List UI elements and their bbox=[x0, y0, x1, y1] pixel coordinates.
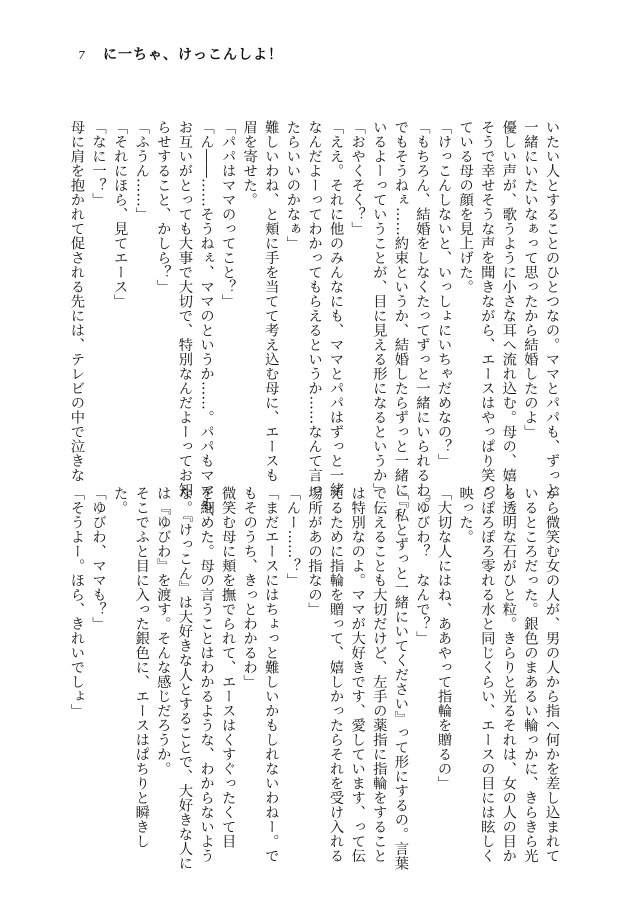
text-line: は特別なのよ。ママが大好きです、愛しています、って伝 bbox=[349, 486, 366, 863]
text-line: らせすること、かしら？」 bbox=[155, 120, 172, 294]
page-number: 7 bbox=[78, 49, 85, 62]
text-line: 「『私とずっと一緒にいてください』って形にするの。言葉 bbox=[392, 486, 409, 871]
page-header bbox=[78, 44, 283, 64]
text-line: 「それにほら、見てエース」 bbox=[112, 120, 129, 309]
text-line: ている母の顔を見上げた。 bbox=[457, 120, 474, 294]
text-line: 「ふうん……」 bbox=[133, 120, 150, 222]
text-line: いるところだった。銀色のまあるい輪っかに、きらきら光 bbox=[522, 486, 539, 863]
text-line: 場所があの指なの」 bbox=[306, 486, 323, 617]
text-line: 「ゆびわ、ママも？」 bbox=[90, 486, 107, 631]
text-line: いたい人とすることのひとつなの。ママとパパも、ずっと bbox=[544, 120, 560, 497]
text-line: で伝えることも大切だけど、左手の薬指に指輪をすること bbox=[371, 486, 388, 863]
text-line: 一緒にいたいなぁって思ったから結婚したのよ」 bbox=[522, 120, 539, 439]
text-line: そこでふと目に入った銀色に、エースはぱちりと瞬きし bbox=[133, 486, 150, 849]
text-line: がら微笑む女の人が、男の人から指へ何かを差し込まれて bbox=[544, 486, 560, 863]
text-line: 優しい声が、歌うように小さな耳へ流れ込む。母の、嬉し bbox=[500, 120, 517, 497]
text-line: 「まだエースにはちょっと難しいかもしれないわねー。で bbox=[263, 486, 280, 863]
text-line: お互いがとっても大事で大切で、特別なんだよーってお知 bbox=[176, 120, 193, 497]
text-line: 母に肩を抱かれて促される先には、テレビの中で泣きな bbox=[68, 120, 85, 483]
text-line: えるために指輪を贈って、嬉しかったらそれを受け入れる bbox=[328, 486, 345, 863]
text-line: た。 bbox=[112, 486, 129, 515]
text-line: な。『けっこん』は大好きな人とすることで、大好きな人に bbox=[176, 486, 193, 871]
running-title: に一ちゃ、けっこんしよ！ bbox=[103, 47, 283, 63]
text-line: は『ゆびわ』を渡す。そんな感じだろうか。 bbox=[155, 486, 172, 776]
text-line: 「そうよー。ほら、きれいでしょ」 bbox=[68, 486, 85, 718]
text-line: らぽろぽろ零れる水と同じくらい、エースの目には眩しく bbox=[479, 486, 496, 863]
text-line: 「んー……？」 bbox=[284, 486, 301, 588]
text-line: 「大切な人にはね、ああやって指輪を贈るの」 bbox=[436, 486, 453, 791]
text-line: 難しいわね、と頬に手を当てて考え込む母に、エースも bbox=[263, 120, 280, 483]
text-line: もそのうち、きっとわかるわ」 bbox=[241, 486, 258, 689]
text-line: そうで幸せそうな声を聞きながら、エースはやっぱり笑っ bbox=[479, 120, 496, 497]
text-line: いるよーっていうことが、目に見える形になるというか」 bbox=[371, 120, 388, 497]
text-line: る透明な石がひと粒。きらりと光るそれは、女の人の目か bbox=[500, 486, 517, 863]
text-line: 「けっこんしないと、いっしょにいちゃだめなの？」 bbox=[436, 120, 453, 468]
text-line: 微笑む母に頬を撫でられて、エースはくすぐったくて目 bbox=[220, 486, 237, 849]
text-line: 「もちろん、結婚をしなくたってずっと一緒にいられるわ。 bbox=[414, 120, 431, 512]
text-line: を細めた。母の言うことはわかるような、わからないよう bbox=[198, 486, 215, 863]
text-line: 「なに一？」 bbox=[90, 120, 107, 207]
text-line: 眉を寄せた。 bbox=[241, 120, 258, 207]
body-text-lower-tier bbox=[68, 486, 562, 871]
text-line: 映った。 bbox=[457, 486, 474, 544]
text-line: なんだよーってわかってもらえるというか……なんて言っ bbox=[306, 120, 323, 497]
text-line: 「おやくそく？」 bbox=[349, 120, 366, 236]
text-line: 「ゆびわ？ なんで？」 bbox=[414, 486, 431, 646]
text-line: たらいいのかなぁ」 bbox=[284, 120, 301, 251]
text-line: でもそうねぇ……約束というか、結婚したらずっと一緒に bbox=[392, 120, 409, 497]
text-line: 「ん――……そうねぇ、ママのというか……。パパもママも、 bbox=[198, 120, 215, 526]
text-line: 「ええ。それに他のみんなにも、ママとパパはずっと一緒 bbox=[328, 120, 345, 497]
text-line: 「パパはママのってこと？」 bbox=[220, 120, 237, 309]
